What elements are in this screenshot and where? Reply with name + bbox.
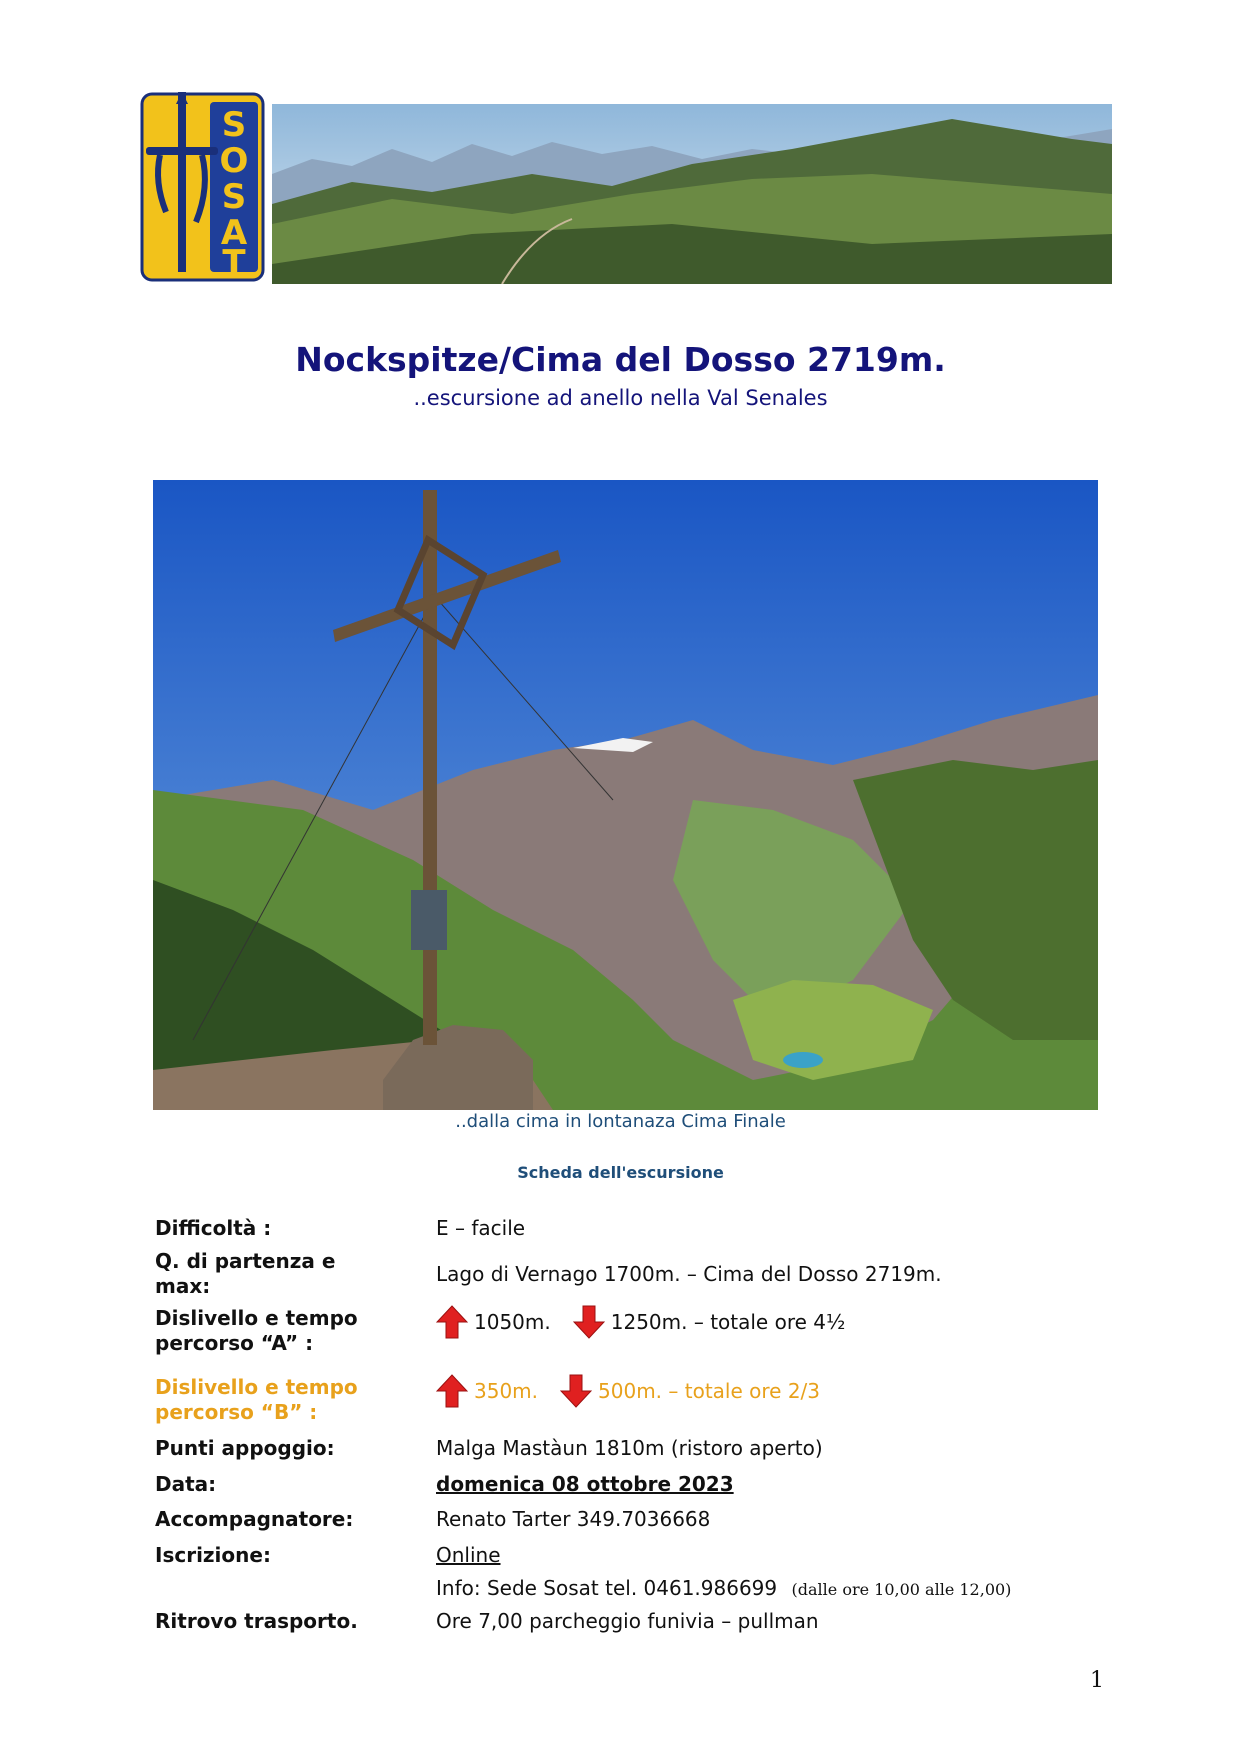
label-percorso-a <box>155 1306 425 1356</box>
page-title: Nockspitze/Cima del Dosso 2719m. <box>295 340 946 379</box>
label-accompagnatore: Accompagnatore: <box>155 1507 354 1531</box>
value-quote: Lago di Vernago 1700m. – Cima del Dosso 2719m. <box>436 1262 942 1286</box>
svg-text:S: S <box>221 177 247 217</box>
label-iscrizione: Iscrizione: <box>155 1543 271 1567</box>
iscrizione-hours: (dalle ore 10,00 alle 12,00) <box>791 1580 1012 1599</box>
label-quote <box>155 1249 425 1299</box>
label-difficolta: Difficoltà : <box>155 1216 272 1240</box>
summit-cross-photo <box>153 480 1098 1110</box>
label-quote-line1: Q. di partenza e <box>155 1249 336 1273</box>
arrow-up-icon <box>436 1305 468 1339</box>
mountain-panorama-image <box>272 104 1112 284</box>
value-difficolta: E – facile <box>436 1216 526 1240</box>
svg-text:S: S <box>221 105 247 145</box>
svg-text:T: T <box>222 243 246 282</box>
svg-text:A: A <box>220 213 248 253</box>
label-percorso-a-line2: percorso “A” : <box>155 1331 314 1355</box>
label-ritrovo: Ritrovo trasporto. <box>155 1609 358 1633</box>
value-punti-appoggio: Malga Mastàun 1810m (ristoro aperto) <box>436 1436 823 1460</box>
iscrizione-online-link[interactable]: Online <box>436 1543 501 1567</box>
value-iscrizione <box>436 1543 1136 1602</box>
percorso-a-up: 1050m. <box>474 1309 551 1334</box>
sosat-logo <box>140 92 265 282</box>
label-percorso-a-line1: Dislivello e tempo <box>155 1306 358 1330</box>
label-punti-appoggio: Punti appoggio: <box>155 1436 335 1460</box>
label-quote-line2: max: <box>155 1274 211 1298</box>
arrow-down-icon <box>573 1305 605 1339</box>
svg-text:O: O <box>219 141 249 181</box>
arrow-up-icon <box>436 1374 468 1408</box>
value-ritrovo: Ore 7,00 parcheggio funivia – pullman <box>436 1609 819 1633</box>
iscrizione-info: Info: Sede Sosat tel. 0461.986699 <box>436 1576 778 1600</box>
value-data: domenica 08 ottobre 2023 <box>436 1472 734 1496</box>
arrow-down-icon <box>560 1374 592 1408</box>
value-accompagnatore: Renato Tarter 349.7036668 <box>436 1507 711 1531</box>
value-percorso-b <box>436 1374 1136 1408</box>
label-percorso-b <box>155 1375 425 1425</box>
percorso-a-down: 1250m. – totale ore 4½ <box>610 1309 846 1334</box>
photo-caption: ..dalla cima in lontanaza Cima Finale <box>455 1111 786 1132</box>
label-percorso-b-line2: percorso “B” : <box>155 1400 318 1424</box>
value-percorso-a <box>436 1305 1136 1339</box>
label-data: Data: <box>155 1472 217 1496</box>
page-number: 1 <box>1090 1668 1104 1693</box>
page-subtitle: ..escursione ad anello nella Val Senales <box>413 386 828 410</box>
section-title: Scheda dell'escursione <box>517 1163 724 1182</box>
percorso-b-down: 500m. – totale ore 2/3 <box>598 1378 821 1403</box>
label-percorso-b-line1: Dislivello e tempo <box>155 1375 358 1399</box>
percorso-b-up: 350m. <box>474 1378 539 1403</box>
